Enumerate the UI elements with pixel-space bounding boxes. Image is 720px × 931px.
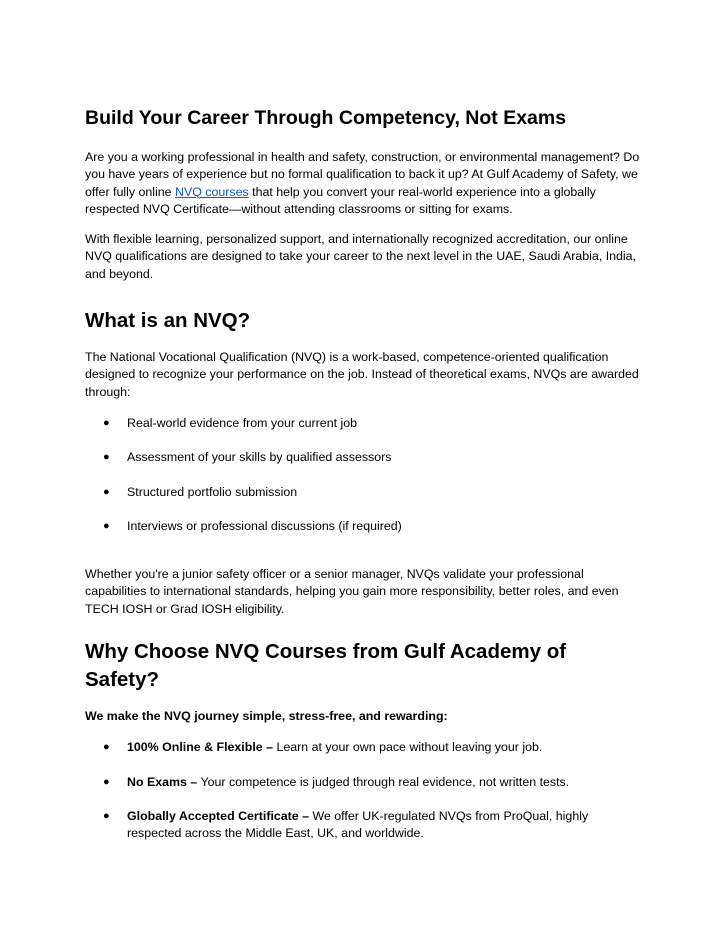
why-benefits-list xyxy=(85,739,641,842)
intro-text-end: that help you convert your real-world experience into a globally respected NVQ Certificate—without attending classrooms or sitting for exams. xyxy=(85,184,596,216)
why-intro-paragraph xyxy=(85,708,641,725)
nvq-courses-link[interactable]: NVQ courses xyxy=(175,184,249,199)
bullet-icon: ● xyxy=(103,519,110,532)
list-item xyxy=(85,518,641,535)
list-item-text: Assessment of your skills by qualified assessors xyxy=(127,450,392,465)
list-item xyxy=(85,739,641,756)
list-item xyxy=(85,449,641,466)
bullet-icon: ● xyxy=(103,451,110,464)
intro-text-start: Are you a working professional in health and safety, construction, or environmental management? Do you have years of experience but no formal qualification to back it up? At Gulf Academy of Safety, we offer fully online xyxy=(85,150,640,199)
whether-paragraph: Whether you're a junior safety officer or a senior manager, NVQs validate your professional capabilities to international standards, helping you gain more responsibility, better roles, and even TECH IOSH or Grad IOSH eligibility. xyxy=(85,567,619,616)
list-item xyxy=(85,415,641,432)
benefit-title: Globally Accepted Certificate – xyxy=(127,808,310,823)
list-item-text: Real-world evidence from your current job xyxy=(127,415,358,430)
why-choose-heading: Why Choose NVQ Courses from Gulf Academy of Safety? xyxy=(85,640,567,692)
nvq-evidence-list xyxy=(85,415,641,535)
bullet-icon: ● xyxy=(103,485,110,498)
benefit-text: Your competence is judged through real evidence, not written tests. xyxy=(197,774,570,789)
list-item xyxy=(85,484,641,501)
main-heading: Build Your Career Through Competency, Not Exams xyxy=(85,107,567,129)
intro-paragraph xyxy=(85,149,641,218)
why-intro-text: We make the NVQ journey simple, stress-free, and rewarding: xyxy=(85,709,448,724)
document-page xyxy=(85,104,641,843)
benefit-text: Learn at your own pace without leaving your job. xyxy=(273,740,543,755)
what-is-nvq-heading: What is an NVQ? xyxy=(85,309,251,333)
benefit-title: No Exams – xyxy=(127,774,198,789)
list-item xyxy=(85,774,641,791)
benefit-text: We offer UK-regulated NVQs from ProQual, highly respected across the Middle East, UK, and worldwide. xyxy=(127,808,589,841)
list-item-text: Interviews or professional discussions (if required) xyxy=(127,518,402,533)
flexible-learning-paragraph: With flexible learning, personalized support, and internationally recognized accreditation, our online NVQ qualifications are designed to take your career to the next level in the UAE, Saudi Arabia, India, and beyond. xyxy=(85,232,637,281)
benefit-title: 100% Online & Flexible – xyxy=(127,740,273,755)
bullet-icon: ● xyxy=(103,741,110,754)
bullet-icon: ● xyxy=(103,809,110,822)
bullet-icon: ● xyxy=(103,775,110,788)
nvq-description-paragraph: The National Vocational Qualification (NVQ) is a work-based, competence-oriented qualification designed to recognize your performance on the job. Instead of theoretical exams, NVQs are awarded through: xyxy=(85,350,639,399)
bullet-icon: ● xyxy=(103,416,110,429)
list-item-text: Structured portfolio submission xyxy=(127,484,298,499)
list-item xyxy=(85,808,641,843)
